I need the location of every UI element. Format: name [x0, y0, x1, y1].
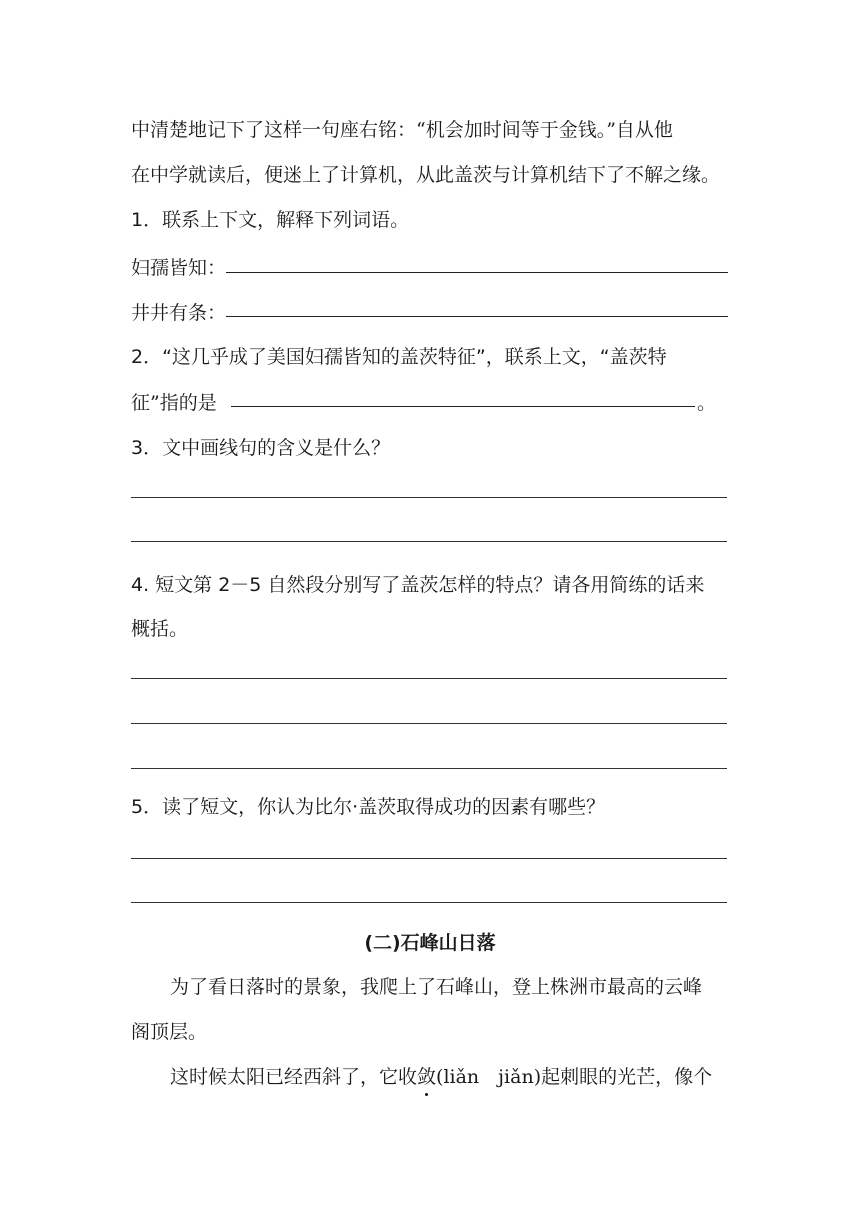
section-2-title: (二)石峰山日落 [364, 932, 496, 954]
question-5-answer-line-1[interactable] [131, 858, 727, 859]
question-4-line-1: 4. 短文第 2－5 自然段分别写了盖茨怎样的特点？请各用简练的话来 [131, 574, 705, 596]
question-2-answer-line[interactable] [231, 406, 695, 407]
section-2-paragraph-1-line-1: 为了看日落时的景象，我爬上了石峰山，登上株洲市最高的云峰 [170, 976, 703, 998]
question-3-answer-line-2[interactable] [131, 541, 727, 542]
term-2-answer-line[interactable] [226, 316, 728, 317]
question-1: 1．联系上下文，解释下列词语。 [131, 209, 410, 231]
passage-line-1: 中清楚地记下了这样一句座右铭：“机会加时间等于金钱。”自从他 [131, 119, 673, 141]
question-2-line-1: 2．“这几乎成了美国妇孺皆知的盖茨特征”，联系上文，“盖茨特 [131, 346, 667, 368]
question-5: 5．读了短文，你认为比尔·盖茨取得成功的因素有哪些？ [131, 796, 606, 818]
passage-line-2: 在中学就读后，便迷上了计算机，从此盖茨与计算机结下了不解之缘。 [131, 164, 721, 186]
pinyin-choices: (liǎn jiǎn) [436, 1066, 542, 1088]
paragraph-2-text-after: 起刺眼的光芒，像个 [541, 1066, 713, 1088]
paragraph-2-text-before: 这时候太阳已经西斜了，它收 [170, 1066, 418, 1088]
question-3-answer-line-1[interactable] [131, 497, 727, 498]
section-2-paragraph-2-line-1 [170, 1062, 712, 1089]
term-1-answer-line[interactable] [226, 272, 728, 273]
question-4-answer-line-1[interactable] [131, 678, 727, 679]
dotted-character: 敛 [417, 1066, 437, 1088]
section-2-paragraph-1-line-2: 阁顶层。 [131, 1021, 208, 1043]
question-3: 3．文中画线句的含义是什么？ [131, 437, 391, 459]
term-1-label: 妇孺皆知： [131, 257, 227, 279]
question-5-answer-line-2[interactable] [131, 902, 727, 903]
question-4-answer-line-2[interactable] [131, 723, 727, 724]
question-2-line-2-prefix: 征”指的是 [131, 392, 217, 414]
question-4-answer-line-3[interactable] [131, 768, 727, 769]
term-2-label: 井井有条： [131, 302, 227, 324]
question-4-line-2: 概括。 [131, 618, 189, 640]
question-2-line-2-suffix: 。 [697, 392, 717, 414]
